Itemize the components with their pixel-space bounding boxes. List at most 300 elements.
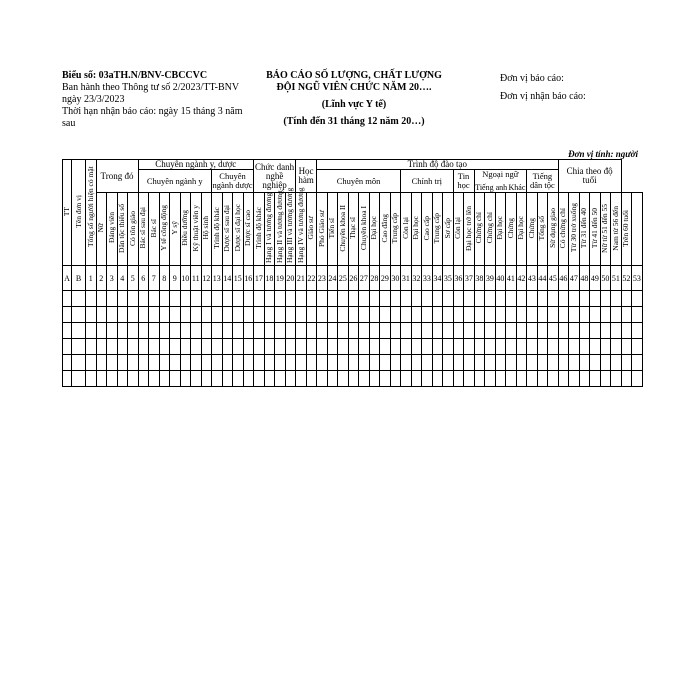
table-cell[interactable]: [464, 323, 475, 339]
table-cell[interactable]: [369, 339, 380, 355]
table-cell[interactable]: [201, 355, 212, 371]
table-cell[interactable]: [296, 291, 307, 307]
table-cell[interactable]: [369, 291, 380, 307]
table-cell[interactable]: [128, 339, 139, 355]
table-cell[interactable]: [579, 339, 590, 355]
table-cell[interactable]: [212, 323, 223, 339]
table-cell[interactable]: [485, 307, 496, 323]
table-cell[interactable]: [443, 371, 454, 387]
table-cell[interactable]: [506, 291, 517, 307]
table-cell[interactable]: [548, 355, 559, 371]
table-cell[interactable]: [600, 323, 611, 339]
table-cell[interactable]: [243, 355, 254, 371]
table-cell[interactable]: [527, 371, 538, 387]
table-cell[interactable]: [411, 323, 422, 339]
table-cell[interactable]: [422, 307, 433, 323]
table-cell[interactable]: [63, 323, 72, 339]
table-cell[interactable]: [558, 323, 569, 339]
table-cell[interactable]: [600, 307, 611, 323]
table-cell[interactable]: [579, 307, 590, 323]
table-cell[interactable]: [233, 323, 244, 339]
table-cell[interactable]: [474, 307, 485, 323]
table-cell[interactable]: [558, 339, 569, 355]
table-cell[interactable]: [275, 339, 286, 355]
table-cell[interactable]: [495, 371, 506, 387]
table-cell[interactable]: [338, 291, 349, 307]
table-cell[interactable]: [506, 339, 517, 355]
table-cell[interactable]: [485, 339, 496, 355]
table-cell[interactable]: [191, 355, 202, 371]
table-cell[interactable]: [159, 307, 170, 323]
table-cell[interactable]: [495, 291, 506, 307]
table-cell[interactable]: [600, 355, 611, 371]
table-cell[interactable]: [411, 339, 422, 355]
table-cell[interactable]: [380, 339, 391, 355]
table-cell[interactable]: [285, 323, 296, 339]
table-cell[interactable]: [548, 291, 559, 307]
table-cell[interactable]: [201, 339, 212, 355]
table-cell[interactable]: [611, 371, 622, 387]
table-cell[interactable]: [149, 339, 160, 355]
table-cell[interactable]: [348, 355, 359, 371]
table-cell[interactable]: [432, 291, 443, 307]
table-cell[interactable]: [338, 355, 349, 371]
table-cell[interactable]: [327, 339, 338, 355]
table-cell[interactable]: [107, 371, 118, 387]
table-cell[interactable]: [180, 323, 191, 339]
table-cell[interactable]: [275, 371, 286, 387]
table-cell[interactable]: [201, 307, 212, 323]
table-cell[interactable]: [443, 323, 454, 339]
table-cell[interactable]: [159, 371, 170, 387]
table-cell[interactable]: [579, 323, 590, 339]
table-cell[interactable]: [390, 355, 401, 371]
table-cell[interactable]: [516, 323, 527, 339]
table-cell[interactable]: [180, 339, 191, 355]
table-cell[interactable]: [569, 291, 580, 307]
table-cell[interactable]: [369, 371, 380, 387]
table-cell[interactable]: [558, 355, 569, 371]
table-cell[interactable]: [306, 355, 317, 371]
table-cell[interactable]: [327, 291, 338, 307]
table-cell[interactable]: [201, 371, 212, 387]
table-cell[interactable]: [369, 355, 380, 371]
table-cell[interactable]: [317, 291, 328, 307]
table-cell[interactable]: [527, 355, 538, 371]
table-cell[interactable]: [107, 323, 118, 339]
table-cell[interactable]: [170, 339, 181, 355]
table-cell[interactable]: [348, 323, 359, 339]
table-cell[interactable]: [138, 339, 149, 355]
table-cell[interactable]: [138, 323, 149, 339]
table-cell[interactable]: [96, 307, 107, 323]
table-cell[interactable]: [506, 355, 517, 371]
table-cell[interactable]: [380, 323, 391, 339]
table-cell[interactable]: [138, 355, 149, 371]
table-cell[interactable]: [401, 323, 412, 339]
table-cell[interactable]: [390, 371, 401, 387]
table-cell[interactable]: [317, 323, 328, 339]
table-cell[interactable]: [264, 371, 275, 387]
table-cell[interactable]: [495, 323, 506, 339]
table-cell[interactable]: [569, 307, 580, 323]
table-cell[interactable]: [317, 339, 328, 355]
table-cell[interactable]: [96, 371, 107, 387]
table-cell[interactable]: [411, 307, 422, 323]
table-cell[interactable]: [128, 291, 139, 307]
table-cell[interactable]: [527, 291, 538, 307]
table-cell[interactable]: [401, 355, 412, 371]
table-cell[interactable]: [86, 355, 97, 371]
table-cell[interactable]: [243, 371, 254, 387]
table-cell[interactable]: [86, 307, 97, 323]
table-cell[interactable]: [621, 339, 632, 355]
table-cell[interactable]: [233, 355, 244, 371]
table-cell[interactable]: [149, 291, 160, 307]
table-cell[interactable]: [201, 291, 212, 307]
table-cell[interactable]: [107, 291, 118, 307]
table-cell[interactable]: [632, 355, 643, 371]
table-cell[interactable]: [474, 355, 485, 371]
table-cell[interactable]: [212, 339, 223, 355]
table-cell[interactable]: [128, 355, 139, 371]
table-cell[interactable]: [453, 339, 464, 355]
table-cell[interactable]: [432, 323, 443, 339]
table-cell[interactable]: [632, 291, 643, 307]
table-cell[interactable]: [254, 371, 265, 387]
table-cell[interactable]: [411, 371, 422, 387]
table-cell[interactable]: [348, 339, 359, 355]
table-cell[interactable]: [117, 339, 128, 355]
table-cell[interactable]: [107, 339, 118, 355]
table-cell[interactable]: [338, 307, 349, 323]
table-cell[interactable]: [569, 371, 580, 387]
table-cell[interactable]: [590, 323, 601, 339]
table-cell[interactable]: [359, 355, 370, 371]
table-cell[interactable]: [453, 355, 464, 371]
table-cell[interactable]: [464, 339, 475, 355]
table-cell[interactable]: [548, 307, 559, 323]
table-cell[interactable]: [180, 307, 191, 323]
table-cell[interactable]: [233, 307, 244, 323]
table-cell[interactable]: [264, 355, 275, 371]
table-cell[interactable]: [233, 371, 244, 387]
table-cell[interactable]: [285, 371, 296, 387]
table-cell[interactable]: [149, 307, 160, 323]
table-cell[interactable]: [222, 291, 233, 307]
table-cell[interactable]: [443, 291, 454, 307]
table-cell[interactable]: [506, 371, 517, 387]
table-cell[interactable]: [170, 323, 181, 339]
table-cell[interactable]: [191, 323, 202, 339]
table-cell[interactable]: [306, 339, 317, 355]
table-cell[interactable]: [338, 323, 349, 339]
table-cell[interactable]: [516, 307, 527, 323]
table-cell[interactable]: [264, 307, 275, 323]
table-cell[interactable]: [516, 339, 527, 355]
table-cell[interactable]: [296, 307, 307, 323]
table-cell[interactable]: [275, 291, 286, 307]
table-cell[interactable]: [632, 323, 643, 339]
table-cell[interactable]: [422, 339, 433, 355]
table-cell[interactable]: [485, 355, 496, 371]
table-cell[interactable]: [348, 307, 359, 323]
table-cell[interactable]: [317, 307, 328, 323]
table-cell[interactable]: [516, 371, 527, 387]
table-cell[interactable]: [233, 291, 244, 307]
table-cell[interactable]: [401, 291, 412, 307]
table-cell[interactable]: [86, 371, 97, 387]
table-cell[interactable]: [296, 371, 307, 387]
table-cell[interactable]: [327, 307, 338, 323]
table-cell[interactable]: [180, 355, 191, 371]
table-cell[interactable]: [516, 291, 527, 307]
table-cell[interactable]: [254, 307, 265, 323]
table-cell[interactable]: [422, 291, 433, 307]
table-cell[interactable]: [72, 355, 86, 371]
table-cell[interactable]: [359, 323, 370, 339]
table-cell[interactable]: [632, 307, 643, 323]
table-cell[interactable]: [380, 291, 391, 307]
table-cell[interactable]: [191, 339, 202, 355]
table-cell[interactable]: [170, 355, 181, 371]
table-cell[interactable]: [422, 323, 433, 339]
table-cell[interactable]: [327, 355, 338, 371]
table-cell[interactable]: [285, 355, 296, 371]
table-cell[interactable]: [63, 371, 72, 387]
table-cell[interactable]: [72, 291, 86, 307]
table-cell[interactable]: [474, 323, 485, 339]
table-cell[interactable]: [306, 307, 317, 323]
table-cell[interactable]: [254, 339, 265, 355]
table-cell[interactable]: [506, 323, 517, 339]
table-cell[interactable]: [296, 323, 307, 339]
table-cell[interactable]: [243, 291, 254, 307]
table-cell[interactable]: [254, 355, 265, 371]
table-cell[interactable]: [63, 339, 72, 355]
table-cell[interactable]: [380, 371, 391, 387]
table-cell[interactable]: [306, 371, 317, 387]
table-cell[interactable]: [516, 355, 527, 371]
table-cell[interactable]: [317, 355, 328, 371]
table-cell[interactable]: [327, 371, 338, 387]
table-cell[interactable]: [63, 307, 72, 323]
table-cell[interactable]: [96, 291, 107, 307]
table-cell[interactable]: [233, 339, 244, 355]
table-cell[interactable]: [411, 355, 422, 371]
table-cell[interactable]: [579, 291, 590, 307]
table-cell[interactable]: [527, 307, 538, 323]
table-cell[interactable]: [590, 307, 601, 323]
table-cell[interactable]: [348, 291, 359, 307]
table-cell[interactable]: [380, 307, 391, 323]
table-cell[interactable]: [159, 291, 170, 307]
table-cell[interactable]: [359, 371, 370, 387]
table-cell[interactable]: [138, 371, 149, 387]
table-cell[interactable]: [590, 291, 601, 307]
table-cell[interactable]: [359, 291, 370, 307]
table-cell[interactable]: [264, 323, 275, 339]
table-cell[interactable]: [579, 355, 590, 371]
table-cell[interactable]: [254, 323, 265, 339]
table-cell[interactable]: [306, 323, 317, 339]
table-cell[interactable]: [495, 339, 506, 355]
table-cell[interactable]: [485, 291, 496, 307]
table-cell[interactable]: [390, 291, 401, 307]
table-cell[interactable]: [128, 371, 139, 387]
table-cell[interactable]: [191, 307, 202, 323]
table-cell[interactable]: [579, 371, 590, 387]
table-cell[interactable]: [611, 323, 622, 339]
table-cell[interactable]: [369, 307, 380, 323]
table-cell[interactable]: [117, 371, 128, 387]
table-cell[interactable]: [86, 291, 97, 307]
table-cell[interactable]: [180, 371, 191, 387]
table-cell[interactable]: [222, 339, 233, 355]
table-cell[interactable]: [621, 371, 632, 387]
table-cell[interactable]: [359, 307, 370, 323]
table-cell[interactable]: [243, 323, 254, 339]
table-cell[interactable]: [338, 339, 349, 355]
table-cell[interactable]: [537, 323, 548, 339]
table-cell[interactable]: [296, 339, 307, 355]
table-cell[interactable]: [159, 339, 170, 355]
table-cell[interactable]: [117, 323, 128, 339]
table-cell[interactable]: [558, 291, 569, 307]
table-cell[interactable]: [380, 355, 391, 371]
table-cell[interactable]: [432, 355, 443, 371]
table-cell[interactable]: [212, 355, 223, 371]
table-cell[interactable]: [264, 339, 275, 355]
table-cell[interactable]: [611, 291, 622, 307]
table-cell[interactable]: [107, 355, 118, 371]
table-cell[interactable]: [285, 307, 296, 323]
table-cell[interactable]: [117, 291, 128, 307]
table-cell[interactable]: [243, 339, 254, 355]
table-cell[interactable]: [401, 339, 412, 355]
table-cell[interactable]: [338, 371, 349, 387]
table-cell[interactable]: [611, 355, 622, 371]
table-cell[interactable]: [222, 371, 233, 387]
table-cell[interactable]: [149, 323, 160, 339]
table-cell[interactable]: [191, 371, 202, 387]
table-cell[interactable]: [495, 355, 506, 371]
table-cell[interactable]: [117, 355, 128, 371]
table-cell[interactable]: [296, 355, 307, 371]
table-cell[interactable]: [275, 323, 286, 339]
table-cell[interactable]: [170, 371, 181, 387]
table-cell[interactable]: [464, 307, 475, 323]
table-cell[interactable]: [212, 291, 223, 307]
table-cell[interactable]: [611, 339, 622, 355]
table-cell[interactable]: [128, 307, 139, 323]
table-cell[interactable]: [306, 291, 317, 307]
table-cell[interactable]: [558, 371, 569, 387]
table-cell[interactable]: [569, 339, 580, 355]
table-cell[interactable]: [485, 371, 496, 387]
table-cell[interactable]: [506, 307, 517, 323]
table-cell[interactable]: [243, 307, 254, 323]
table-cell[interactable]: [537, 339, 548, 355]
table-cell[interactable]: [590, 355, 601, 371]
table-cell[interactable]: [222, 355, 233, 371]
table-cell[interactable]: [432, 339, 443, 355]
table-cell[interactable]: [117, 307, 128, 323]
table-cell[interactable]: [590, 339, 601, 355]
table-cell[interactable]: [558, 307, 569, 323]
table-cell[interactable]: [128, 323, 139, 339]
table-cell[interactable]: [569, 323, 580, 339]
table-cell[interactable]: [432, 371, 443, 387]
table-cell[interactable]: [107, 307, 118, 323]
table-cell[interactable]: [600, 291, 611, 307]
table-cell[interactable]: [254, 291, 265, 307]
table-cell[interactable]: [96, 323, 107, 339]
table-cell[interactable]: [537, 355, 548, 371]
table-cell[interactable]: [537, 371, 548, 387]
table-cell[interactable]: [401, 371, 412, 387]
table-cell[interactable]: [390, 307, 401, 323]
table-cell[interactable]: [96, 339, 107, 355]
table-cell[interactable]: [72, 339, 86, 355]
table-cell[interactable]: [369, 323, 380, 339]
table-cell[interactable]: [138, 291, 149, 307]
table-cell[interactable]: [422, 355, 433, 371]
table-cell[interactable]: [600, 339, 611, 355]
table-cell[interactable]: [348, 371, 359, 387]
table-cell[interactable]: [285, 339, 296, 355]
table-cell[interactable]: [72, 371, 86, 387]
table-cell[interactable]: [453, 291, 464, 307]
table-cell[interactable]: [264, 291, 275, 307]
table-cell[interactable]: [212, 307, 223, 323]
table-cell[interactable]: [527, 323, 538, 339]
table-cell[interactable]: [527, 339, 538, 355]
table-cell[interactable]: [537, 307, 548, 323]
table-cell[interactable]: [63, 291, 72, 307]
table-cell[interactable]: [632, 339, 643, 355]
table-cell[interactable]: [401, 307, 412, 323]
table-cell[interactable]: [159, 323, 170, 339]
table-cell[interactable]: [96, 355, 107, 371]
table-cell[interactable]: [170, 307, 181, 323]
table-cell[interactable]: [317, 371, 328, 387]
table-cell[interactable]: [201, 323, 212, 339]
table-cell[interactable]: [443, 339, 454, 355]
table-cell[interactable]: [359, 339, 370, 355]
table-cell[interactable]: [411, 291, 422, 307]
table-cell[interactable]: [191, 291, 202, 307]
table-cell[interactable]: [285, 291, 296, 307]
table-cell[interactable]: [600, 371, 611, 387]
table-cell[interactable]: [222, 323, 233, 339]
table-cell[interactable]: [621, 323, 632, 339]
table-cell[interactable]: [495, 307, 506, 323]
table-cell[interactable]: [390, 323, 401, 339]
table-cell[interactable]: [621, 307, 632, 323]
table-cell[interactable]: [474, 371, 485, 387]
table-cell[interactable]: [422, 371, 433, 387]
table-cell[interactable]: [159, 355, 170, 371]
table-cell[interactable]: [464, 371, 475, 387]
table-cell[interactable]: [632, 371, 643, 387]
table-cell[interactable]: [474, 291, 485, 307]
table-cell[interactable]: [569, 355, 580, 371]
table-cell[interactable]: [611, 307, 622, 323]
table-cell[interactable]: [86, 339, 97, 355]
table-cell[interactable]: [390, 339, 401, 355]
table-cell[interactable]: [621, 291, 632, 307]
